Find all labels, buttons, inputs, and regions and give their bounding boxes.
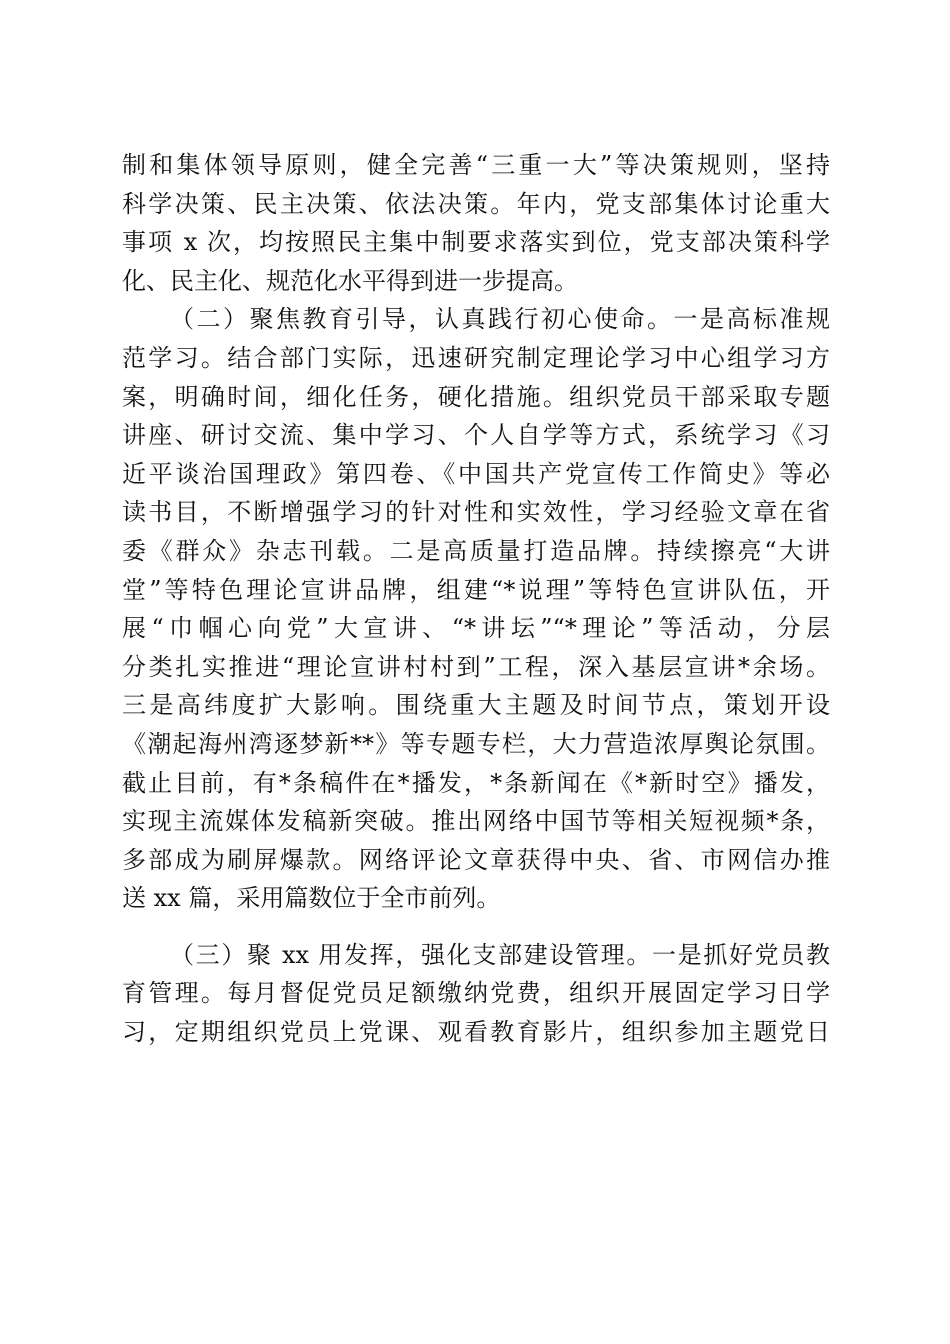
text-line: 堂”等特色理论宣讲品牌，组建“*说理”等特色宣讲队伍，开 xyxy=(122,575,830,604)
paragraph-1 xyxy=(122,146,830,300)
text-line: 范学习。结合部门实际，迅速研究制定理论学习中心组学习方 xyxy=(122,343,830,372)
text-line: 展“巾帼心向党”大宣讲、“*讲坛”“*理论”等活动，分层 xyxy=(122,614,830,643)
section-heading-line: （三）聚 xx 用发挥，强化支部建设管理。一是抓好党员教 xyxy=(170,940,830,969)
text-line: 事项 x 次，均按照民主集中制要求落实到位，党支部决策科学 xyxy=(122,228,830,257)
text-line: 化、民主化、规范化水平得到进一步提高。 xyxy=(122,266,578,295)
paragraph-2 xyxy=(122,300,830,918)
text-line: 分类扎实推进“理论宣讲村村到”工程，深入基层宣讲*余场。 xyxy=(122,652,830,681)
paragraph-3 xyxy=(122,936,830,1052)
text-line: 制和集体领导原则，健全完善“三重一大”等决策规则，坚持 xyxy=(122,151,830,179)
text-line: 读书目，不断增强学习的针对性和实效性，学习经验文章在省 xyxy=(122,498,830,527)
text-line: 委《群众》杂志刊载。二是高质量打造品牌。持续擦亮“大讲 xyxy=(122,536,830,565)
text-line: 案，明确时间，细化任务，硬化措施。组织党员干部采取专题 xyxy=(122,382,830,411)
paragraph-spacer xyxy=(122,918,830,936)
text-line: 《潮起海州湾逐梦新**》等专题专栏，大力营造浓厚舆论氛围。 xyxy=(122,729,830,758)
document-body xyxy=(122,146,830,1052)
text-line: 实现主流媒体发稿新突破。推出网络中国节等相关短视频*条， xyxy=(122,807,830,836)
text-line: 育管理。每月督促党员足额缴纳党费，组织开展固定学习日学 xyxy=(122,979,830,1008)
section-heading-line: （二）聚焦教育引导，认真践行初心使命。一是高标准规 xyxy=(170,305,830,334)
text-line: 习，定期组织党员上党课、观看教育影片，组织参加主题党日 xyxy=(122,1018,830,1047)
text-line: 科学决策、民主决策、依法决策。年内，党支部集体讨论重大 xyxy=(122,189,830,218)
text-line: 送 xx 篇，采用篇数位于全市前列。 xyxy=(122,884,501,913)
text-line: 截止目前，有*条稿件在*播发，*条新闻在《*新时空》播发， xyxy=(122,768,830,797)
text-line: 近平谈治国理政》第四卷、《中国共产党宣传工作简史》等必 xyxy=(122,459,830,488)
text-line: 讲座、研讨交流、集中学习、个人自学等方式，系统学习《习 xyxy=(122,421,830,450)
text-line: 多部成为刷屏爆款。网络评论文章获得中央、省、市网信办推 xyxy=(122,845,830,874)
text-line: 三是高纬度扩大影响。围绕重大主题及时间节点，策划开设 xyxy=(122,691,830,720)
